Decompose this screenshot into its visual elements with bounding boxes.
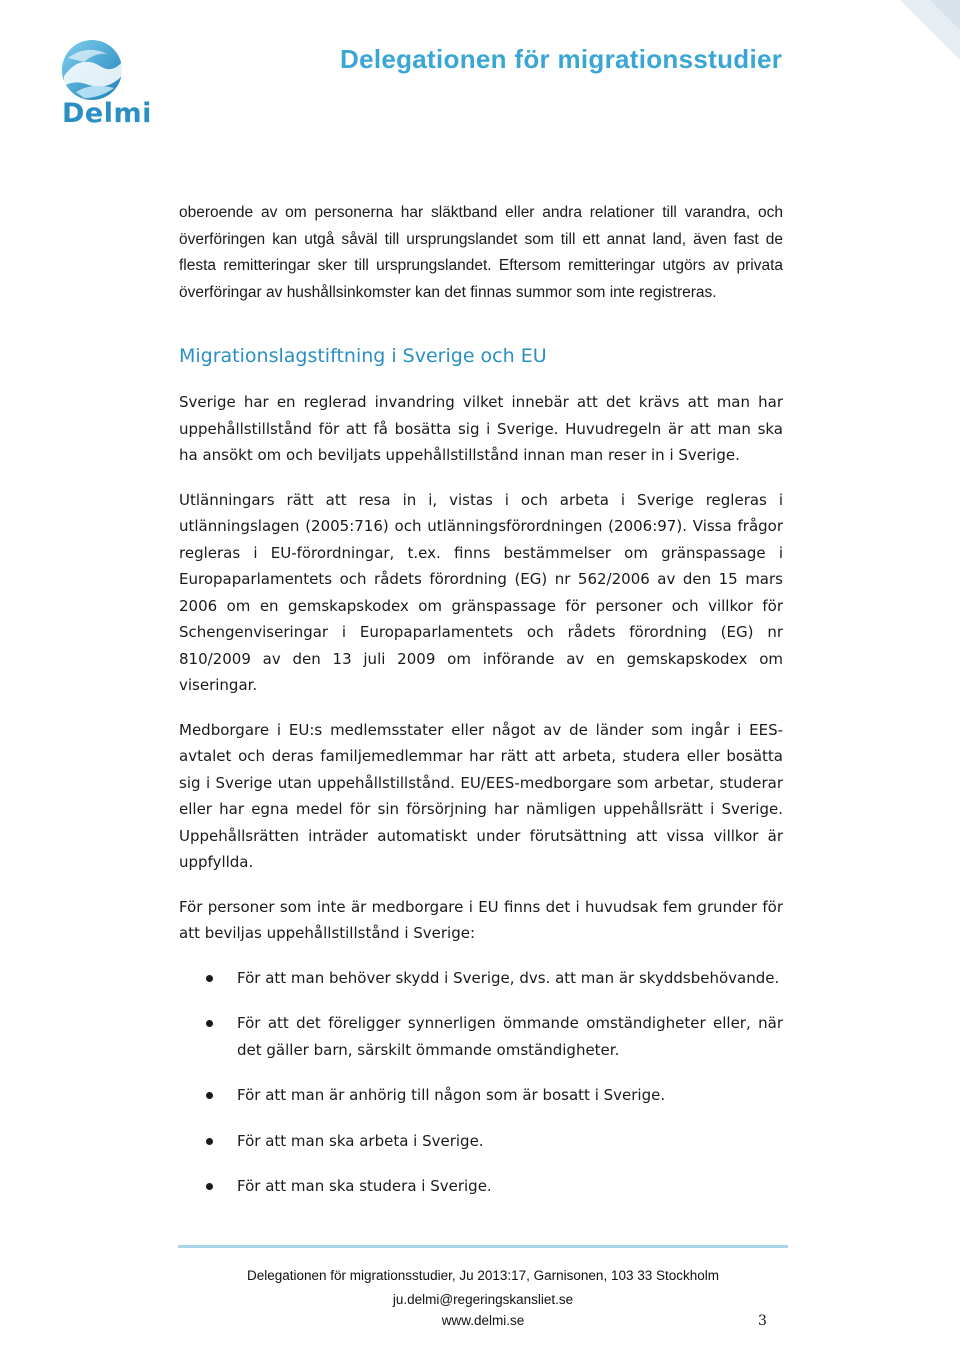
- list-item: För att man är anhörig till någon som är bosatt i Sverige.: [179, 1082, 783, 1109]
- bullet-icon: [206, 1020, 213, 1027]
- paragraph-1: Sverige har en reglerad invandring vilket innebär att det krävs att man har uppehållstillstånd för att få bosätta sig i Sverige. Huvudregeln är att man ska ha ansökt om och beviljats uppehållstillstånd innan man reser in i Sverige.: [179, 393, 783, 464]
- footer-email-link[interactable]: ju.delmi@regeringskansliet.se: [392, 1292, 574, 1307]
- bullet-icon: [206, 1092, 213, 1099]
- bullet-icon: [206, 1183, 213, 1190]
- footer-address: Delegationen för migrationsstudier, Ju 2013:17, Garnisonen, 103 33 Stockholm: [246, 1268, 720, 1283]
- section-heading: Migrationslagstiftning i Sverige och EU: [179, 345, 547, 367]
- list-item: För att det föreligger synnerligen ömmande omständigheter eller, när det gäller barn, särskilt ömmande omständigheter.: [179, 1010, 783, 1063]
- list-item: För att man behöver skydd i Sverige, dvs. att man är skyddsbehövande.: [179, 965, 783, 992]
- bullet-icon: [206, 1138, 213, 1145]
- list-item: För att man ska arbeta i Sverige.: [179, 1128, 783, 1155]
- organization-title: Delegationen för migrationsstudier: [340, 44, 783, 74]
- logo-wordmark: Delmi: [62, 98, 152, 129]
- paragraph-3: Medborgare i EU:s medlemsstater eller något av de länder som ingår i EES-avtalet och deras familjemedlemmar har rätt att arbeta, studera eller bosätta sig i Sverige utan uppehållstillstånd. EU/EES-medborgare som arbetar, studerar eller har egna medel för sin försörjning har nämligen uppehållsrätt i Sverige. Uppehållsrätten inträder automatiskt under förutsättning att vissa villkor är uppfyllda.: [179, 720, 783, 871]
- grounds-list: [179, 965, 783, 1200]
- bullet-icon: [206, 975, 213, 982]
- footer-divider: [178, 1245, 788, 1248]
- intro-paragraph: oberoende av om personerna har släktband eller andra relationer till varandra, och överföringen kan utgå såväl till ursprungslandet som till ett annat land, även fast de flesta remitteringar sker till ursprungslandet. Eftersom remitteringar utgörs av privata överföringar av hushållsinkomster kan det finnas summor som inte registreras.: [179, 204, 783, 301]
- paragraph-4: För personer som inte är medborgare i EU finns det i huvudsak fem grunder för att beviljas uppehållstillstånd i Sverige:: [179, 897, 783, 942]
- document-body: [179, 200, 783, 1219]
- corner-decoration: [890, 0, 960, 70]
- page-number: 3: [758, 1313, 767, 1329]
- list-item: För att man ska studera i Sverige.: [179, 1173, 783, 1200]
- paragraph-2: Utlänningars rätt att resa in i, vistas i och arbeta i Sverige regleras i utlänningslagen (2005:716) och utlänningsförordningen (2006:97). Vissa frågor regleras i EU-förordningar, t.ex. finns bestämmelser om gränspassage i Europaparlamentets och rådets förordning (EG) nr 562/2006 av den 15 mars 2006 om en gemskapskodex om gränspassage för personer och villkor för Schengenviseringar i Europaparlamentets och rådets förordning (EG) nr 810/2009 av den 13 juli 2009 om införande av en gemskapskodex om viseringar.: [179, 490, 783, 694]
- footer-website-link[interactable]: www.delmi.se: [441, 1313, 525, 1328]
